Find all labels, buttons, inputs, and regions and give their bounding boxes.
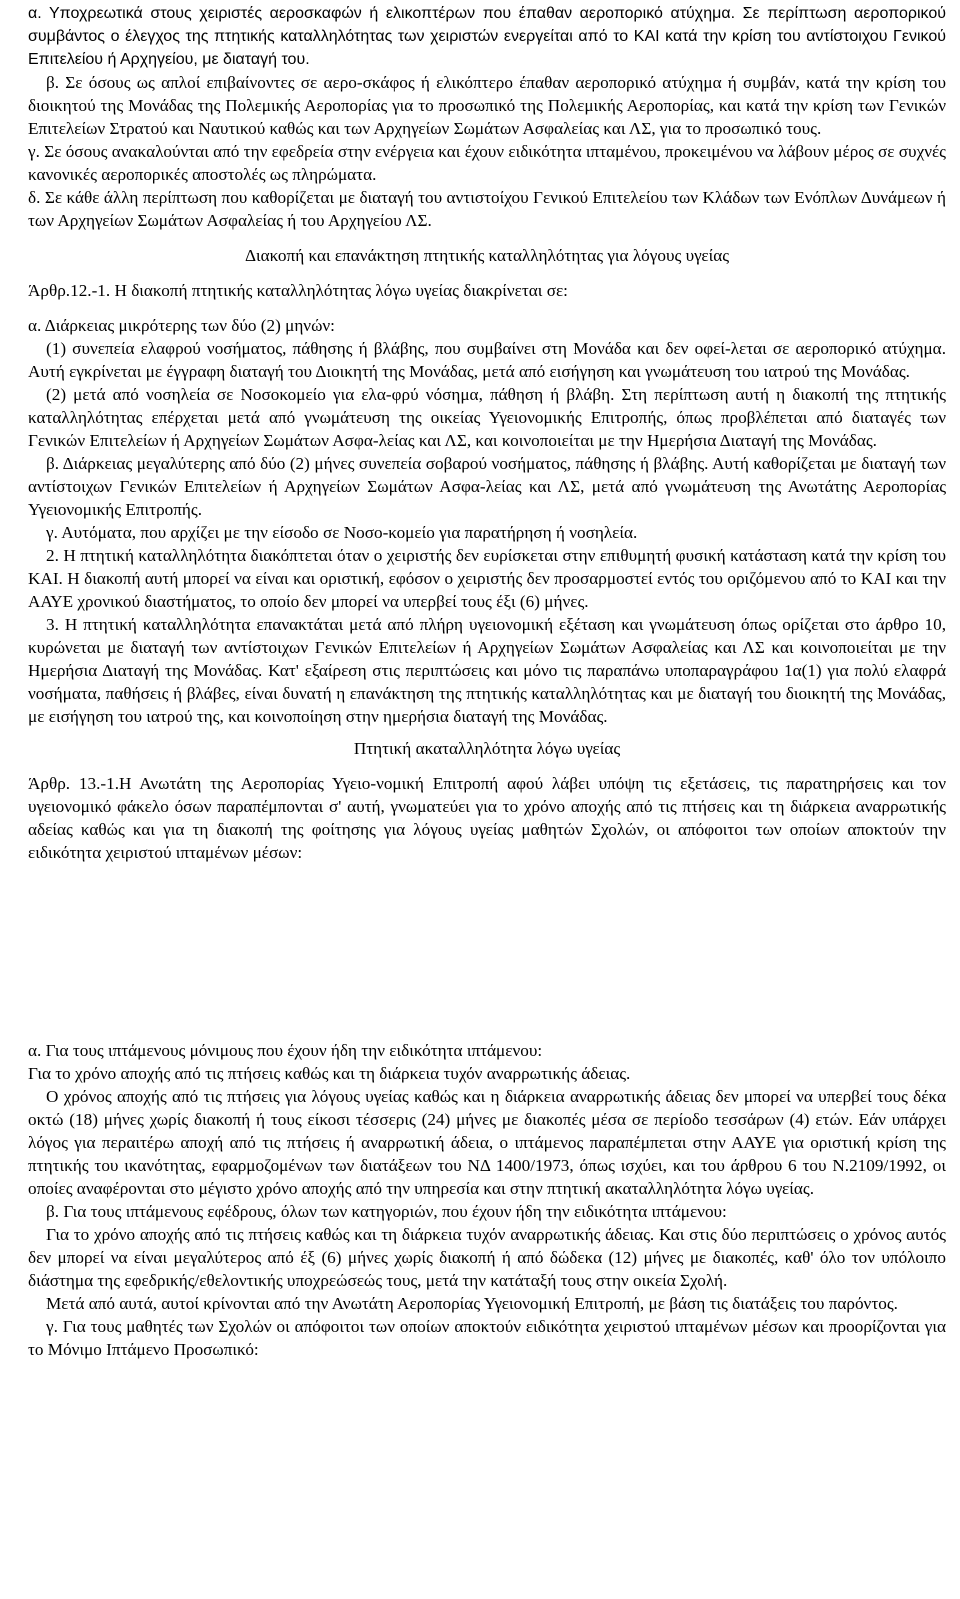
paragraph-1g-reserve: γ. Σε όσους ανακαλούνται από την εφεδρεία στην ενέργεια και έχουν ειδικότητα ιπταμένου, προκειμένου να λάβουν μέρος σε συχνές κανονικές αεροπορικές αποστολές ως πληρώματα. (28, 142, 946, 184)
article-13-1b: β. Για τους ιπτάμενους εφέδρους, όλων των κατηγοριών, που έχουν ήδη την ειδικότητα ιπτάμενου: (46, 1202, 727, 1221)
article-12-1a-2: (2) μετά από νοσηλεία σε Νοσοκομείο για ελα-φρύ νόσημα, πάθηση ή βλάβη. Στη περίπτωση αυτή η διακοπή της πτητικής καταλληλότητας επέρχεται μετά από γνωμάτευση της οικείας Υγειονομικής Επιτροπής, όπως προβλέπεται από διαταγές των Γενικών Επιτελείων ή Αρχηγείων Σωμάτων Ασφα-λείας και ΛΣ, και κοινοποιείται με την Ημερήσια Διαταγή της Μονάδας. (28, 385, 946, 450)
article-13-1b-after: Μετά από αυτά, αυτοί κρίνονται από την Ανωτάτη Αεροπορίας Υγειονομική Επιτροπή, με βάση τις διατάξεις του παρόντος. (46, 1294, 898, 1313)
article-12-intro: Άρθρ.12.-1. Η διακοπή πτητικής καταλληλότητας λόγω υγείας διακρίνεται σε: (28, 281, 568, 300)
article-12-3: 3. Η πτητική καταλληλότητα επανακτάται μετά από πλήρη υγειονομική εξέταση και γνωμάτευση όπως ορίζεται στο άρθρο 10, κυρώνεται με διαταγή των αντίστοιχων Γενικών Επιτελείων ή Αρχηγείων Σωμάτων Ασφαλείας και ΛΣ και κοινοποιείται με την Ημερήσια Διαταγή της Μονάδας. Κατ' εξαίρεση στις περιπτώσεις και μόνο τις παραπάνω υποπαραγράφου 1α(1) για πολύ ελαφρά νοσήματα, παθήσεις ή βλάβες, είναι δυνατή η επανάκτηση της πτητικής καταλληλότητας και με διαταγή του διοικητή της Μονάδας, με εισήγηση του ιατρού της, και κοινοποίηση στην ημερήσια διαταγή της Μονάδας. (28, 615, 946, 726)
paragraph-1a-accident: α. Υποχρεωτικά στους χειριστές αεροσκαφών ή ελικοπτέρων που έπαθαν αεροπορικό ατύχημα. Σε περίπτωση αεροπορικού συμβάντος ο έλεγχος της πτητικής καταλληλότητας των χειριστών ενεργείται από το ΚΑΙ κατά την κρίση του αντίστοιχου Γενικού Επιτελείου ή Αρχηγείου, με διαταγή του. (28, 5, 946, 68)
article-12-2: 2. Η πτητική καταλληλότητα διακόπτεται όταν ο χειριστής δεν ευρίσκεται στην επιθυμητή φυσική κατάσταση κατά την κρίση του ΚΑΙ. Η διακοπή αυτή μπορεί να είναι και οριστική, εφόσον ο χειριστής δεν προσαρμοστεί εντός του οριζόμενου από το ΚΑΙ και την ΑΑΥΕ χρονικού διαστήματος, το οποίο δεν μπορεί να υπερβεί τους έξι (6) μήνες. (28, 546, 946, 611)
article-12-1b: β. Διάρκειας μεγαλύτερης από δύο (2) μήνες συνεπεία σοβαρού νοσήματος, πάθησης ή βλάβης. Αυτή καθορίζεται με διαταγή των αντίστοιχων Γενικών Επιτελείων ή Αρχηγείων Σωμάτων Ασφα-λείας και ΛΣ, μετά από γνωμάτευση της Ανωτάτης Αεροπορίας Υγειονομικής Επιτροπής. (28, 454, 946, 519)
article-13-intro: Άρθρ. 13.-1.Η Ανωτάτη της Αεροπορίας Υγειο-νομική Επιτροπή αφού λάβει υπόψη τις εξετάσεις, τις παρατηρήσεις και τον υγειονομικό φάκελο όσων παραπέμπονται σ' αυτή, γνωματεύει για το χρόνο αποχής από τις πτήσεις και τη διάρκεια αναρρωτικής αδείας καθώς και για τη διακοπή της φοίτησης για λόγους υγείας μαθητών Σχολών, οι απόφοιτοι των οποίων αποκτούν την ειδικότητα χειριστού ιπταμένων μέσων: (28, 774, 946, 862)
article-12-1a: α. Διάρκειας μικρότερης των δύο (2) μηνών: (28, 316, 335, 335)
article-13-1a-limits: Ο χρόνος αποχής από τις πτήσεις για λόγους υγείας καθώς και η διάρκεια αναρρωτικής άδειας δεν μπορεί να υπερβεί τους δέκα οκτώ (18) μήνες χωρίς διακοπή ή τους είκοσι τέσσερις (24) μήνες με διακοπές μέσα σε περίοδο τεσσάρων (4) ετών. Εάν υπάρχει λόγος για περαιτέρω αποχή από τις πτήσεις ή αναρρωτική άδεια, ο ιπτάμενος παραπέμπεται στην ΑΑΥΕ για οριστική κρίση της πτητικής του ικανότητας, εφαρμοζομένων των διατάξεων του ΝΔ 1400/1973, όπως ισχύει, και του άρθρου 6 του Ν.2109/1992, οι οποίες αναφέρονται στο μέγιστο χρόνο αποχής από την υπηρεσία και στην πτητική ακαταλληλότητα λόγω υγείας. (28, 1087, 946, 1198)
article-13-1a-duration: Για το χρόνο αποχής από τις πτήσεις καθώς και τη διάρκεια τυχόν αναρρωτικής άδειας. (28, 1064, 631, 1083)
paragraph-1d-other: δ. Σε κάθε άλλη περίπτωση που καθορίζεται με διαταγή του αντιστοίχου Γενικού Επιτελείου των Κλάδων των Ενόπλων Δυνάμεων ή των Αρχηγείων Σωμάτων Ασφαλείας ή του Αρχηγείου ΛΣ. (28, 188, 946, 230)
article-13-1a: α. Για τους ιπτάμενους μόνιμους που έχουν ήδη την ειδικότητα ιπτάμενου: (28, 1041, 543, 1060)
paragraph-1b-passengers: β. Σε όσους ως απλοί επιβαίνοντες σε αερο-σκάφος ή ελικόπτερο έπαθαν αεροπορικό ατύχημα ή συμβάν, κατά την κρίση του διοικητού της Μονάδας της Πολεμικής Αεροπορίας για το προσωπικό της Πολεμικής Αεροπορίας, και κατά την κρίση των Γενικών Επιτελείων Στρατού και Ναυτικού καθώς και των Αρχηγείων Σωμάτων Ασφαλείας και ΛΣ, για το προσωπικό τους. (28, 73, 946, 138)
article-12-1g: γ. Αυτόματα, που αρχίζει με την είσοδο σε Νοσο-κομείο για παρατήρηση ή νοσηλεία. (46, 523, 638, 542)
article-13-1b-duration: Για το χρόνο αποχής από τις πτήσεις καθώς και τη διάρκεια τυχόν αναρρωτικής άδειας. Και στις δύο περιπτώσεις ο χρόνος αυτός δεν μπορεί να είναι μεγαλύτερος από έξ (6) μήνες χωρίς διακοπή ή από δώδεκα (12) μήνες με διακοπές, καθ' όλο τον υπόλοιπο διάστημα της εφεδρικής/εθελοντικής υποχρεώσεώς τους, μετά την κατάταξή τους στην οικεία Σχολή. (28, 1225, 946, 1290)
article-12-1a-1: (1) συνεπεία ελαφρού νοσήματος, πάθησης ή βλάβης, που συμβαίνει στη Μονάδα και δεν οφεί-λεται σε αεροπορικό ατύχημα. Αυτή εγκρίνεται με έγγραφη διαταγή του Διοικητή της Μονάδας, μετά από εισήγηση και γνωμάτευση του ιατρού της Μονάδας. (28, 339, 946, 381)
article-13-1g: γ. Για τους μαθητές των Σχολών οι απόφοιτοι των οποίων αποκτούν ειδικότητα χειριστού ιπταμένων μέσων και προορίζονται για το Μόνιμο Ιπτάμενο Προσωπικό: (28, 1317, 946, 1359)
section-heading-interruption: Διακοπή και επανάκτηση πτητικής καταλληλότητας για λόγους υγείας (244, 246, 730, 265)
section-heading-unfitness: Πτητική ακαταλληλότητα λόγω υγείας (353, 739, 621, 758)
